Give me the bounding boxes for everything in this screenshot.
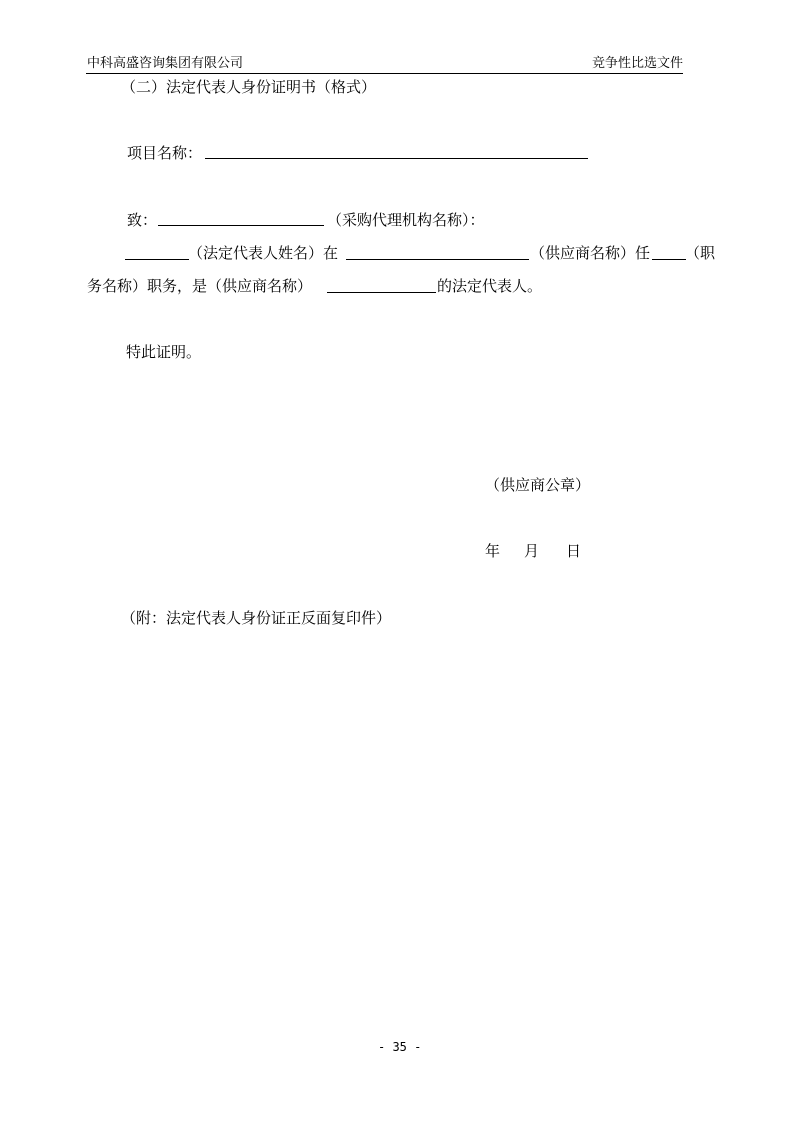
supplier-blank <box>346 259 529 260</box>
project-name-blank <box>205 158 588 159</box>
closing-sentence: 的法定代表人。 <box>437 277 543 295</box>
project-label: 项目名称： <box>127 144 203 162</box>
header-doc-type: 竞争性比选文件 <box>591 56 683 71</box>
position-note-end: 务名称）职务，是（供应商名称） <box>87 277 313 295</box>
attachment-note: （附：法定代表人身份证正反面复印件） <box>121 609 392 627</box>
rep-name-blank <box>125 259 189 260</box>
date-year: 年 <box>485 542 501 560</box>
supplier-note: （供应商名称）任 <box>530 244 651 262</box>
certify-text: 特此证明。 <box>126 343 202 361</box>
date-day: 日 <box>566 542 582 560</box>
agency-blank <box>158 225 324 226</box>
position-note-start: （职 <box>685 244 716 262</box>
position-blank <box>652 259 686 260</box>
agency-note: （采购代理机构名称）： <box>327 211 485 229</box>
supplier-name-blank <box>327 292 436 293</box>
header-rule <box>86 73 683 74</box>
section-title: （二）法定代表人身份证明书（格式） <box>121 78 377 96</box>
page-number: - 35 - <box>378 1040 422 1054</box>
header-company: 中科高盛咨询集团有限公司 <box>87 56 244 71</box>
seal-label: （供应商公章） <box>485 476 591 494</box>
date-month: 月 <box>524 542 540 560</box>
to-label: 致： <box>127 211 158 229</box>
rep-name-note: （法定代表人姓名）在 <box>188 244 339 262</box>
